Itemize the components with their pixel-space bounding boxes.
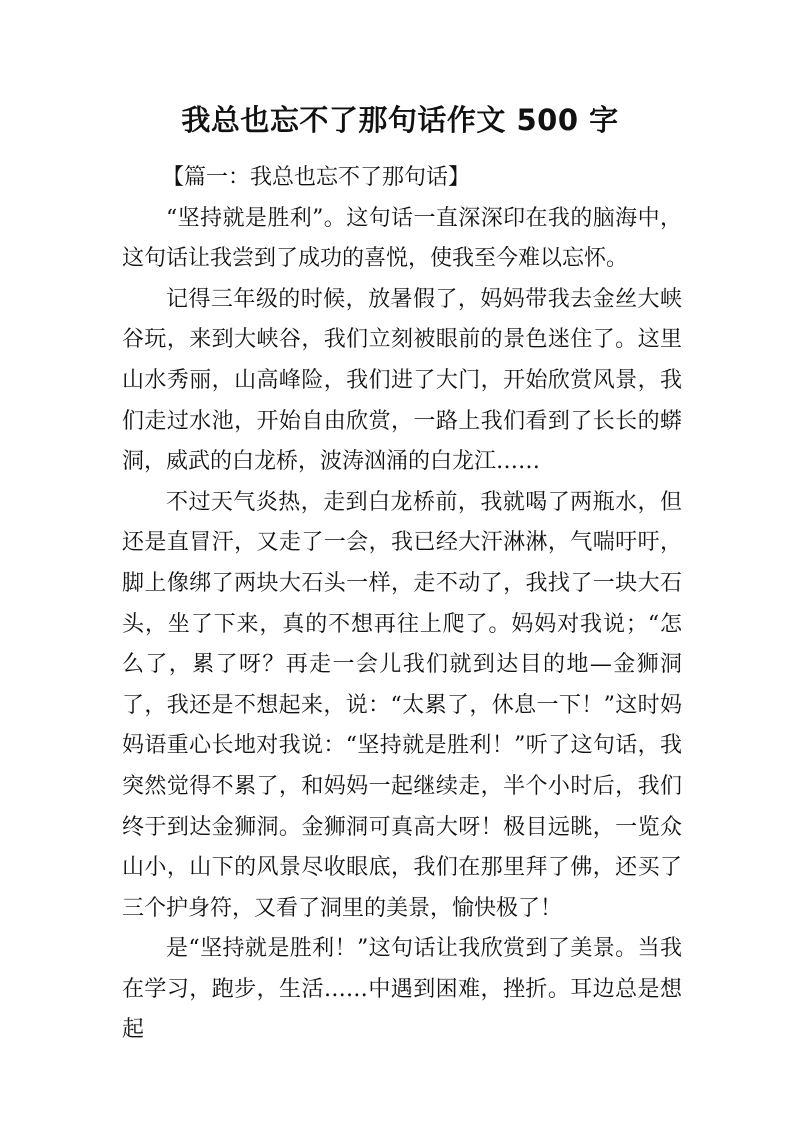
section-heading: 【篇一：我总也忘不了那句话】	[162, 165, 471, 190]
paragraph-1: “坚持就是胜利”。这句话一直深深印在我的脑海中，这句话让我尝到了成功的喜悦，使我至今难以忘怀。	[122, 205, 682, 272]
document-body	[122, 158, 682, 1051]
paragraph-4: 是“坚持就是胜利！”这句话让我欣赏到了美景。当我在学习，跑步，生活……中遇到困难，挫折。耳边总是想起	[122, 936, 682, 1043]
paragraph-2: 记得三年级的时候，放暑假了，妈妈带我去金丝大峡谷玩，来到大峡谷，我们立刻被眼前的景色迷住了。这里山水秀丽，山高峰险，我们进了大门，开始欣赏风景，我们走过水池，开始自由欣赏，一路上我们看到了长长的蟒洞，威武的白龙桥，波涛汹涌的白龙江……	[122, 286, 682, 475]
paragraph-3: 不过天气炎热，走到白龙桥前，我就喝了两瓶水，但还是直冒汗，又走了一会，我已经大汗淋淋，气喘吁吁，脚上像绑了两块大石头一样，走不动了，我找了一块大石头，坐了下来，真的不想再往上爬了。妈妈对我说；“怎么了，累了呀？再走一会儿我们就到达目的地—金狮洞了，我还是不想起来，说：“太累了，休息一下！”这时妈妈语重心长地对我说：“坚持就是胜利！”听了这句话，我突然觉得不累了，和妈妈一起继续走，半个小时后，我们终于到达金狮洞。金狮洞可真高大呀！极目远眺，一览众山小，山下的风景尽收眼底，我们在那里拜了佛，还买了三个护身符，又看了洞里的美景，愉快极了！	[122, 489, 682, 921]
document-title: 我总也忘不了那句话作文 500 字	[181, 103, 619, 137]
